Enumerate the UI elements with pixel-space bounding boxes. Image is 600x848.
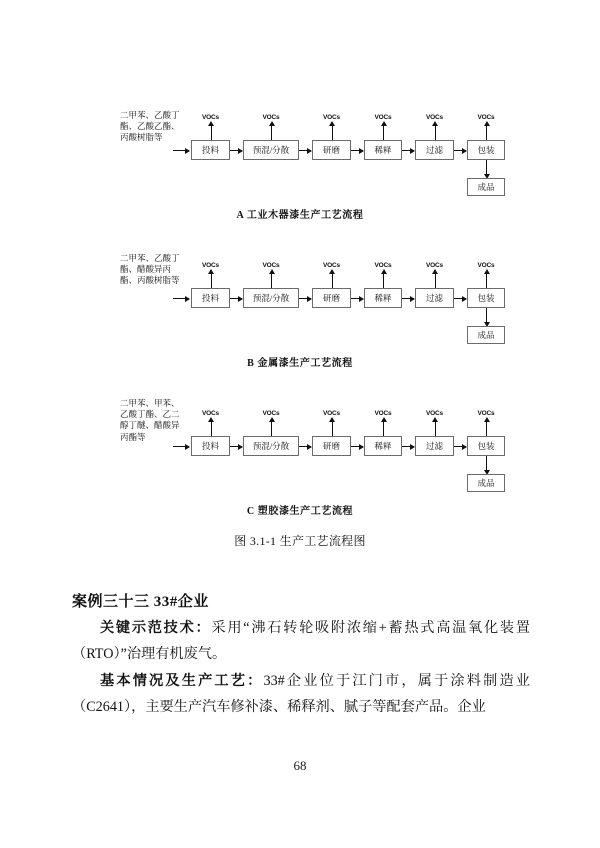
paragraph-basic-info-label: 基本情况及生产工艺： — [100, 673, 264, 689]
voc-emission-arrow — [435, 126, 436, 140]
voc-emission-label: VOCs — [202, 262, 219, 269]
voc-emission-label: VOCs — [262, 262, 280, 269]
product-arrow — [486, 456, 487, 470]
voc-emission-arrow — [271, 126, 272, 140]
voc-emission-arrow — [435, 422, 436, 436]
process-flow-diagram-c — [0, 396, 600, 517]
voc-emission-label: VOCs — [477, 410, 495, 417]
step-connector-arrow — [230, 298, 242, 299]
voc-emission-arrow — [383, 126, 384, 140]
voc-emission-label: VOCs — [202, 410, 219, 417]
page-number: 68 — [293, 758, 307, 773]
voc-emission-label: VOCs — [374, 114, 392, 121]
process-flow-diagram-b — [0, 248, 600, 369]
voc-emission-arrow — [383, 422, 384, 436]
process-step-box: 过滤 — [415, 288, 454, 308]
step-connector-arrow — [454, 298, 466, 299]
voc-emission-arrow — [486, 274, 487, 288]
step-connector-arrow — [230, 150, 242, 151]
step-connector-arrow — [299, 150, 311, 151]
process-step-box: 投料 — [191, 288, 230, 308]
process-step-box: 投料 — [191, 436, 230, 456]
figure-caption-b: B 金属漆生产工艺流程 — [247, 358, 353, 369]
step-connector-arrow — [230, 446, 242, 447]
figure-caption-a: A 工业木器漆生产工艺流程 — [236, 210, 364, 221]
step-connector-arrow — [402, 150, 414, 151]
voc-emission-label: VOCs — [374, 410, 392, 417]
feed-arrow — [173, 298, 189, 299]
process-step-box: 稀释 — [364, 140, 402, 160]
voc-emission-arrow — [211, 126, 212, 140]
product-box: 成品 — [467, 326, 505, 344]
feedstock-label-a: 二甲苯、乙酸丁酯、乙酸乙酯、丙酸树脂等 — [120, 110, 180, 143]
flow-canvas-a — [0, 100, 600, 200]
voc-emission-label: VOCs — [262, 410, 280, 417]
step-connector-arrow — [351, 150, 363, 151]
paragraph-key-technology-text: 采用“沸石转轮吸附浓缩+蓄热式高温氧化装置（RTO）”治理有机废气。 — [72, 620, 530, 662]
process-step-box: 预混/分散 — [243, 288, 299, 308]
product-arrow — [486, 308, 487, 322]
paragraph-basic-info-text: 33#企业位于江门市，属于涂料制造业（C2641），主要生产汽车修补漆、稀释剂、腻子等配套产品。企业 — [72, 673, 530, 715]
process-step-box: 预混/分散 — [243, 436, 299, 456]
step-connector-arrow — [454, 446, 466, 447]
voc-emission-label: VOCs — [426, 410, 443, 417]
flow-canvas-c — [0, 396, 600, 496]
paragraph-key-technology-label: 关键示范技术： — [100, 620, 212, 636]
feedstock-label-b: 二甲苯、乙酸丁酯、醋酸异丙酯、丙酸树脂等 — [120, 253, 180, 286]
process-step-box: 稀释 — [364, 288, 402, 308]
process-step-box: 包装 — [467, 140, 505, 160]
step-connector-arrow — [351, 298, 363, 299]
process-step-box: 投料 — [191, 140, 230, 160]
voc-emission-label: VOCs — [477, 262, 495, 269]
voc-emission-label: VOCs — [323, 114, 340, 121]
step-connector-arrow — [351, 446, 363, 447]
process-step-box: 研磨 — [312, 288, 351, 308]
product-box: 成品 — [467, 178, 505, 196]
voc-emission-label: VOCs — [426, 114, 443, 121]
product-box: 成品 — [467, 474, 505, 492]
step-connector-arrow — [299, 298, 311, 299]
step-connector-arrow — [299, 446, 311, 447]
figure-number-caption: 图 3.1-1 生产工艺流程图 — [234, 534, 366, 548]
voc-emission-arrow — [271, 422, 272, 436]
voc-emission-label: VOCs — [374, 262, 392, 269]
voc-emission-label: VOCs — [262, 114, 280, 121]
step-connector-arrow — [402, 446, 414, 447]
process-step-box: 研磨 — [312, 436, 351, 456]
voc-emission-arrow — [486, 422, 487, 436]
step-connector-arrow — [454, 150, 466, 151]
voc-emission-label: VOCs — [426, 262, 443, 269]
voc-emission-arrow — [332, 422, 333, 436]
process-step-box: 包装 — [467, 436, 505, 456]
voc-emission-label: VOCs — [202, 114, 219, 121]
step-connector-arrow — [402, 298, 414, 299]
feed-arrow — [173, 446, 189, 447]
voc-emission-arrow — [332, 274, 333, 288]
process-step-box: 稀释 — [364, 436, 402, 456]
voc-emission-arrow — [271, 274, 272, 288]
voc-emission-label: VOCs — [477, 114, 495, 121]
process-step-box: 过滤 — [415, 436, 454, 456]
paragraph-basic-info — [72, 668, 530, 720]
product-arrow — [486, 160, 487, 174]
voc-emission-arrow — [332, 126, 333, 140]
feed-arrow — [173, 150, 189, 151]
paragraph-key-technology — [72, 615, 530, 667]
process-step-box: 预混/分散 — [243, 140, 299, 160]
figure-caption-c: C 塑胶漆生产工艺流程 — [246, 506, 354, 517]
voc-emission-label: VOCs — [323, 410, 340, 417]
flow-canvas-b — [0, 248, 600, 348]
voc-emission-arrow — [211, 274, 212, 288]
voc-emission-arrow — [211, 422, 212, 436]
section-heading: 案例三十三 33#企业 — [72, 594, 209, 610]
voc-emission-arrow — [435, 274, 436, 288]
feedstock-label-c: 二甲苯、甲苯、乙酸丁酯、乙二醇丁醚、醋酸异丙酯等 — [120, 398, 180, 442]
voc-emission-arrow — [486, 126, 487, 140]
voc-emission-arrow — [383, 274, 384, 288]
process-step-box: 过滤 — [415, 140, 454, 160]
process-step-box: 研磨 — [312, 140, 351, 160]
process-flow-diagram-a — [0, 100, 600, 221]
voc-emission-label: VOCs — [323, 262, 340, 269]
process-step-box: 包装 — [467, 288, 505, 308]
